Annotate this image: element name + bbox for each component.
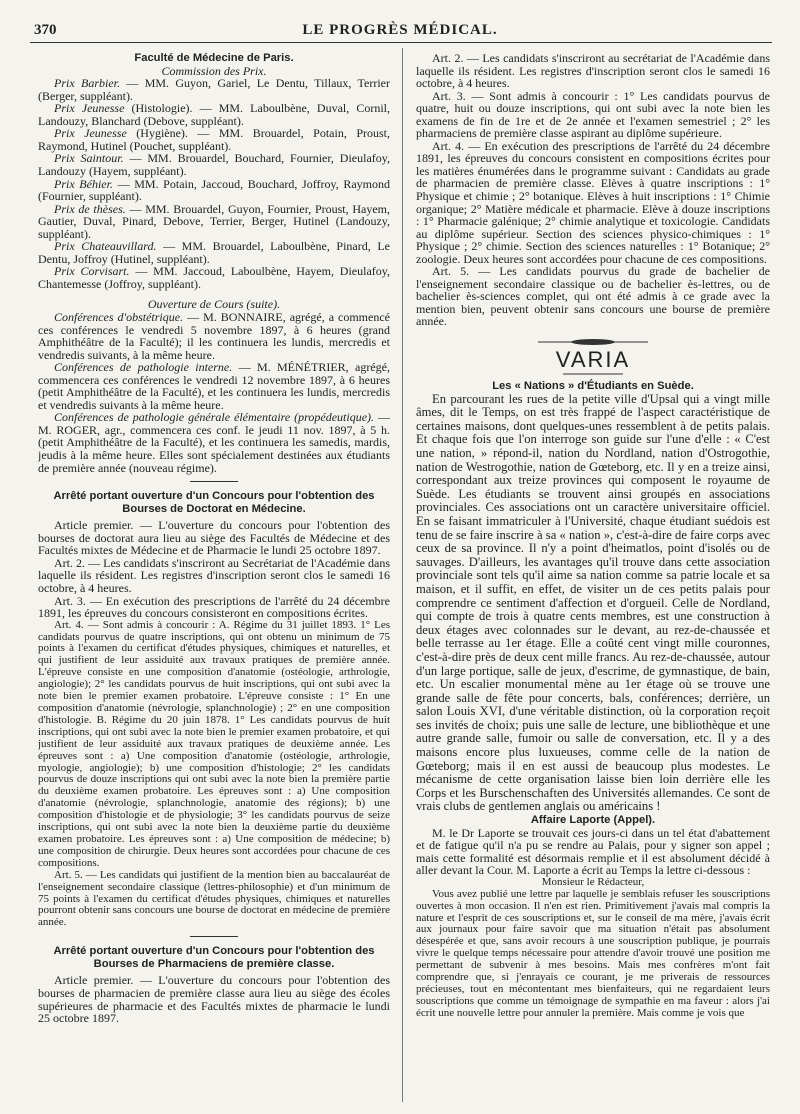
pharma-article: Art. 2. — Les candidats s'inscriront au secrétariat de l'Académie dans laquelle ils résident. Les registres d'inscription seront clos le samedi 16 octobre, à 4 heures. <box>416 52 770 91</box>
prize-entry: Prix Jeunesse (Hygiène). — MM. Brouardel, Potain, Proust, Raymond, Hutinel (Pouchet, suppléant). <box>38 126 390 153</box>
cours-entry: Conférences de pathologie interne. — M. MÉNÉTRIER, agrégé, commencera ces conférences le vendredi 12 novembre 1897, à 6 heures (petit Amphithéâtre de la Faculté), et les continuera les lundis, mercredis et vendredis suivants à la même heure. <box>38 360 390 412</box>
prize-entry: Prix Chateauvillard. — MM. Brouardel, Laboulbène, Pinard, Le Dentu, Joffroy (Hutinel, suppléant). <box>38 239 390 266</box>
faculty-title: Faculté de Médecine de Paris. <box>134 52 294 64</box>
nations-title: Les « Nations » d'Étudiants en Suède. <box>492 380 694 393</box>
running-title: LE PROGRÈS MÉDICAL. <box>302 22 498 38</box>
prize-entry: Prix Béhier. — MM. Potain, Jaccoud, Bouchard, Joffroy, Raymond (Fournier, suppléant). <box>38 176 390 204</box>
laporte-paragraph: M. le Dr Laporte se trouvait ces jours-ci dans un tel état d'abattement et de fatigue qu'il n'a pu se rendre au Palais, pour y signer son appel ; mais cette formalité est désormais remplie et il est absolument décidé à aller devant la Cour. M. Laporte a écrit au Temps la lettre ci-dessous : <box>416 825 770 878</box>
prix-heading: Commission des Prix. <box>161 63 267 78</box>
pharma-title: Arrêté portant ouverture d'un Concours pour l'obtention des Bourses de Pharmaciens de première classe. <box>53 945 375 970</box>
doctorat-article: Art. 5. — Les candidats qui justifient de la mention bien au baccalauréat de l'enseignement secondaire classique (lettres-philosophie) et d'un minimum de 75 points à l'examen du certificat d'études physiques, chimiques et naturelles pourront obtenir sans concours une bourse de doctorat en médecine de première année. <box>38 868 390 929</box>
prize-entry: Prix Jeunesse (Histologie). — MM. Laboulbène, Duval, Cornil, Landouzy, Blanchard (Debove, suppléant). <box>38 101 390 128</box>
doctorat-article: Art. 2. — Les candidats s'inscriront au Secrétariat de l'Académie dans laquelle ils résident. Les registres d'inscription seront clos le samedi 16 octobre, à 4 heures. <box>38 555 390 596</box>
nations-paragraph: En parcourant les rues de la petite ville d'Upsal qui a vingt mille âmes, dit le Temps, on est très frappé de l'aspect caractéristique de certaines maisons, dont quelques-unes ressemblent à de petits palais. Et chaque fois que l'on interroge son guide sur l'une d'elle : « C'est une nation, » répond-il, nation du Nordland, nation d'Ostrogothie, nation de Westrogothie, nation de Gœteborg, etc. Il y en a treize ainsi, correspondant aux treize provinces qui composent le royaume de Suède. Les étudiants se trouvent ainsi groupés en associations provinciales. Ces associations ont un caractère universitaire officiel. En se faisant immatriculer à l'Université, chaque étudiant suédois est tenu de se faire inscrire à sa « nation », c'est-à-dire de faire corps avec ceux de sa province. Il n'y a point d'heimatlos, point d'isolés ou de sauvages. D'ailleurs, les avantages qu'il trouve dans cette association provinciale sont tels qu'il aime sa nation comme sa patrie locale et sa maison, et il suffit, en effet, de visiter un de ces petits palais pour comprendre ce sentiment d'affection et d'orgueil. Celle de Nordland, qui compte de trois à quatre cents membres, est une construction à deux étages avec colonnades sur le devant, au rez-de-chaussée et belle terrasse au 1er étage. Elle a coûté cent vingt mille couronnes, c'est-à-dire près de deux cent mille francs. Au rez-de-chaussée, autour d'un large portique, salle de jeux, d'escrime, de gymnastique, de bain, etc. Un escalier monumental mène au 1er étage où se trouve une grande salle de fête pour concerts, bals, conférences; derrière, un salon Louis XVI, d'une véritable distinction, où la corporation reçoit ses invités de choix; puis une salle de lecture, une bibliothèque et une autre grande salle, fumoir ou salle de conversation, etc. Il y a des maisons encore plus luxueuses, comme celle de la nation de Gœteborg; mais il en est aussi de beaucoup plus modestes. Le mécanisme de cette organisation laisse bien loin derrière elle les Corps et les Burschenschaften des Universités allemandes. Ce sont de vrais clubs de gentlemen anglais ou américains ! <box>416 391 770 814</box>
letter-body: Vous avez publié une lettre par laquelle je semblais refuser les souscriptions ouvertes à mon occasion. Il n'en est rien. Primitivement j'avais mal compris la nature et l'esprit de ces souscriptions et, sur le conseil de ma mère, j'avais écrit aux journaux pour faire savoir que ma situation n'était pas absolument désespérée et que, sans avoir recours à une souscription publique, je pourrais vivre le quelque temps nécessaire pour attendre d'avoir trouvé une position me permettant de subvenir à mes besoins. Mais mes confrères m'ont fait comprendre que, si j'enrayais ce courant, je me priverais de ressources précieuses, tout en mécontentant mes bienfaiteurs, qui ne regardaient leurs souscriptions que comme un témoignage de sympathie en ma faveur : alors j'ai écrit une nouvelle lettre pour annuler la première. Mais comme je vois que <box>416 887 770 1019</box>
cours-entry: Conférences de pathologie générale élémentaire (propédeutique). — M. ROGER, agr., commencera ces conf. le jeudi 11 nov. 1897, à 5 h. (petit Amphithéâtre de la Faculté), et les continuera les samedis, mardis, jeudis à la même heure. Elles sont spécialement destinées aux étudiants de première année (nouveau régime). <box>38 410 390 475</box>
pharma-article: Article premier. — L'ouverture du concours pour l'obtention des bourses de pharmacien de première classe aura lieu au siège des écoles supérieures de pharmacie et des Facultés mixtes de pharmacie le lundi 25 octobre 1897. <box>38 973 390 1026</box>
prize-entry: Prix Barbier. — MM. Guyon, Gariel, Le Dentu, Tillaux, Terrier (Berger, suppléant). <box>38 76 390 103</box>
cours-heading: Ouverture de Cours (suite). <box>147 297 281 312</box>
header-rule <box>30 42 772 43</box>
doctorat-title: Arrêté portant ouverture d'un Concours pour l'obtention des Bourses de Doctorat en Médecine. <box>53 490 375 515</box>
doctorat-article: Art. 4. — Sont admis à concourir : A. Régime du 31 juillet 1893. 1° Les candidats pourvus de quatre inscriptions, qui ont obtenu un minimum de 75 points à l'examen du certificat d'études physiques, chimiques et naturelles, et qui justifient de leur assiduité aux travaux pratiques de première année. L'épreuve consiste en une composition d'anatomie (ostéologie, arthrologie, angiologie); 2° les candidats pourvus de huit inscriptions, qui ont subi avec la note bien le premier examen probatoire. L'épreuve consiste : 1° En une composition d'anatomie (névrologie, splanchnologie) ; 2° en une composition d'histologie. B. Régime du 20 juin 1878. 1° Les candidats pourvus de huit inscriptions, qui ont subi avec la note bien le premier examen probatoire, et qui justifient de leur assiduité aux travaux pratiques de deuxième année. Les épreuves sont : a) Une composition d'anatomie (ostéologie, arthrologie, myologie, angiologie); b) une composition d'histologie; 2° les candidats pourvus de douze inscriptions qui ont subi avec la note bien la première partie du deuxième examen probatoire. Les épreuves sont : a) Une composition d'anatomie (névrologie, splanchnologie, anatomie des régions); b) une composition d'histologie et de physiologie; 3° les candidats pourvus de seize inscriptions, qui ont subi avec la note bien la deuxième partie du deuxième examen probatoire. Les épreuves sont : a) Une composition de médecine; b) une composition de chirurgie. Deux heures sont accordées pour chacune de ces compositions. <box>38 618 390 869</box>
page-number: 370 <box>34 22 57 38</box>
pharma-article: Art. 4. — En exécution des prescriptions de l'arrêté du 24 décembre 1891, les épreuves du concours consistent en compositions écrites pour les matières énumérées dans le programme suivant : Candidats au grade de pharmacien de première classe. Elèves à quatre inscriptions : 1° Physique et chimie ; 2° botanique. Elèves à huit inscriptions : 1° Chimie organique; 2° Matière médicale et pharmacie. Elève à douze inscriptions : 1° Pharmacie galénique; 2° chimie analytique et toxicologie. Candidats au diplôme supérieur. Section des sciences physico-chimiques : 1° Physique ; 2° chimie. Section des sciences naturelles : 1° Botanique; 2° zoologie. Deux heures sont accordées pour chacune de ces compositions. <box>416 138 770 266</box>
prize-entry: Prix Corvisart. — MM. Jaccoud, Laboulbène, Hayem, Dieulafoy, Chantemesse (Joffroy, suppléant). <box>38 264 390 291</box>
page-header <box>30 20 770 40</box>
section-separator <box>190 936 238 937</box>
varia-title: VARIA <box>555 347 631 373</box>
prize-list <box>38 77 390 290</box>
laporte-title: Affaire Laporte (Appel). <box>530 814 656 827</box>
pharma-article: Art. 5. — Les candidats pourvus du grade de bachelier de l'enseignement secondaire classique ou de bachelier ès-lettres, ou de bachelier ès-sciences complet, qui ont été admis à ce grade avec la mention bien, peuvent obtenir sans concours une bourse de première année. <box>416 264 770 329</box>
doctorat-article: Article premier. — L'ouverture du concours pour l'obtention des bourses de doctorat aura lieu au siège des Facultés de Médecine et des Facultés mixtes de Médecine et de Pharmacie le lundi 25 octobre 1897. <box>38 518 390 558</box>
left-column <box>38 52 390 1106</box>
ornament-rule-icon <box>538 338 648 346</box>
doctorat-article: Art. 3. — En exécution des prescriptions de l'arrêté du 24 décembre 1891, les épreuves du concours consisteront en compositions écrites. <box>38 593 390 621</box>
column-divider <box>402 48 403 1102</box>
cours-entry: Conférences d'obstétrique. — M. BONNAIRE, agrégé, a commencé ces conférences le vendredi 5 novembre 1897, à 6 heures (grand Amphithéâtre de la Faculté); il les continuera les lundis, mercredis et vendredis suivants, à la même heure. <box>38 309 390 362</box>
prize-entry: Prix de thèses. — MM. Brouardel, Guyon, Fournier, Proust, Hayem, Gautier, Duval, Pinard, Debove, Terrier, Berger, Hutinel (Landouzy, suppléant). <box>38 201 390 241</box>
section-separator <box>190 481 238 482</box>
prize-entry: Prix Saintour. — MM. Brouardel, Bouchard, Fournier, Dieulafoy, Landouzy (Hayem, suppléant). <box>38 151 390 178</box>
pharma-article: Art. 3. — Sont admis à concourir : 1° Les candidats pourvus de quatre, huit ou douze inscriptions, qui ont subi avec la note bien les examens de fin de 1re et de 2e année et l'examen semestriel ; 2° les pharmaciens de première classe aspirant au diplôme supérieure. <box>416 88 770 141</box>
right-column <box>416 52 770 1106</box>
letter-salutation: Monsieur le Rédacteur, <box>541 875 645 888</box>
